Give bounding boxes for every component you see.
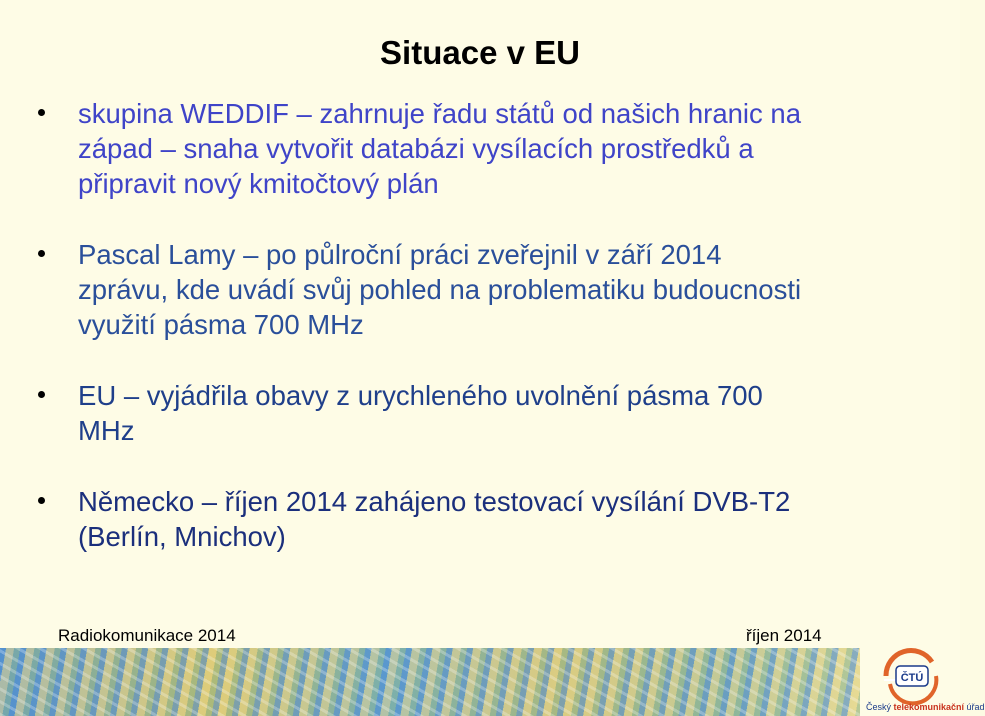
bullet-line: Německo – říjen 2014 zahájeno testovací vysílání DVB-T2	[78, 486, 791, 517]
ctu-logo-icon	[880, 650, 942, 700]
bullet-line: zprávu, kde uvádí svůj pohled na problematiku budoucnosti	[78, 274, 802, 305]
slide-footer	[0, 626, 960, 646]
slide-title	[0, 34, 960, 72]
decorative-mosaic-band	[0, 648, 860, 716]
ctu-badge-text: ČTÚ	[900, 672, 924, 684]
bullet-line: EU – vyjádřila obavy z urychleného uvolnění pásma 700	[78, 380, 763, 411]
bullet-line: připravit nový kmitočtový plán	[78, 168, 439, 199]
bullet-line: MHz	[78, 415, 135, 446]
bullet-dot	[38, 250, 45, 257]
slide-title-text: Situace v EU	[380, 34, 580, 71]
bullet-line: využití pásma 700 MHz	[78, 309, 364, 340]
footer-event-name: Radiokomunikace 2014	[58, 626, 236, 645]
bullet-item-lamy	[38, 237, 938, 342]
bullet-dot	[38, 391, 45, 398]
bullet-dot	[38, 497, 45, 504]
ctu-caption	[866, 702, 985, 712]
ctu-caption-prefix: Český	[866, 702, 894, 712]
footer-date: říjen 2014	[746, 626, 822, 645]
bullet-item-weddif	[38, 96, 938, 201]
bullet-item-eu	[38, 378, 938, 448]
bullet-line: Pascal Lamy – po půlroční práci zveřejnil v září 2014	[78, 239, 722, 270]
ctu-caption-suffix: úřad	[964, 702, 985, 712]
bullet-list	[38, 96, 938, 554]
bullet-line: skupina WEDDIF – zahrnuje řadu států od našich hranic na	[78, 98, 802, 129]
ctu-caption-bold: telekomunikační	[893, 702, 965, 712]
bullet-line: (Berlín, Mnichov)	[78, 521, 286, 552]
ctu-logo	[866, 650, 985, 714]
bullet-line: západ – snaha vytvořit databázi vysílacích prostředků a	[78, 133, 754, 164]
bullet-item-nemecko	[38, 484, 938, 554]
bullet-dot	[38, 109, 45, 116]
